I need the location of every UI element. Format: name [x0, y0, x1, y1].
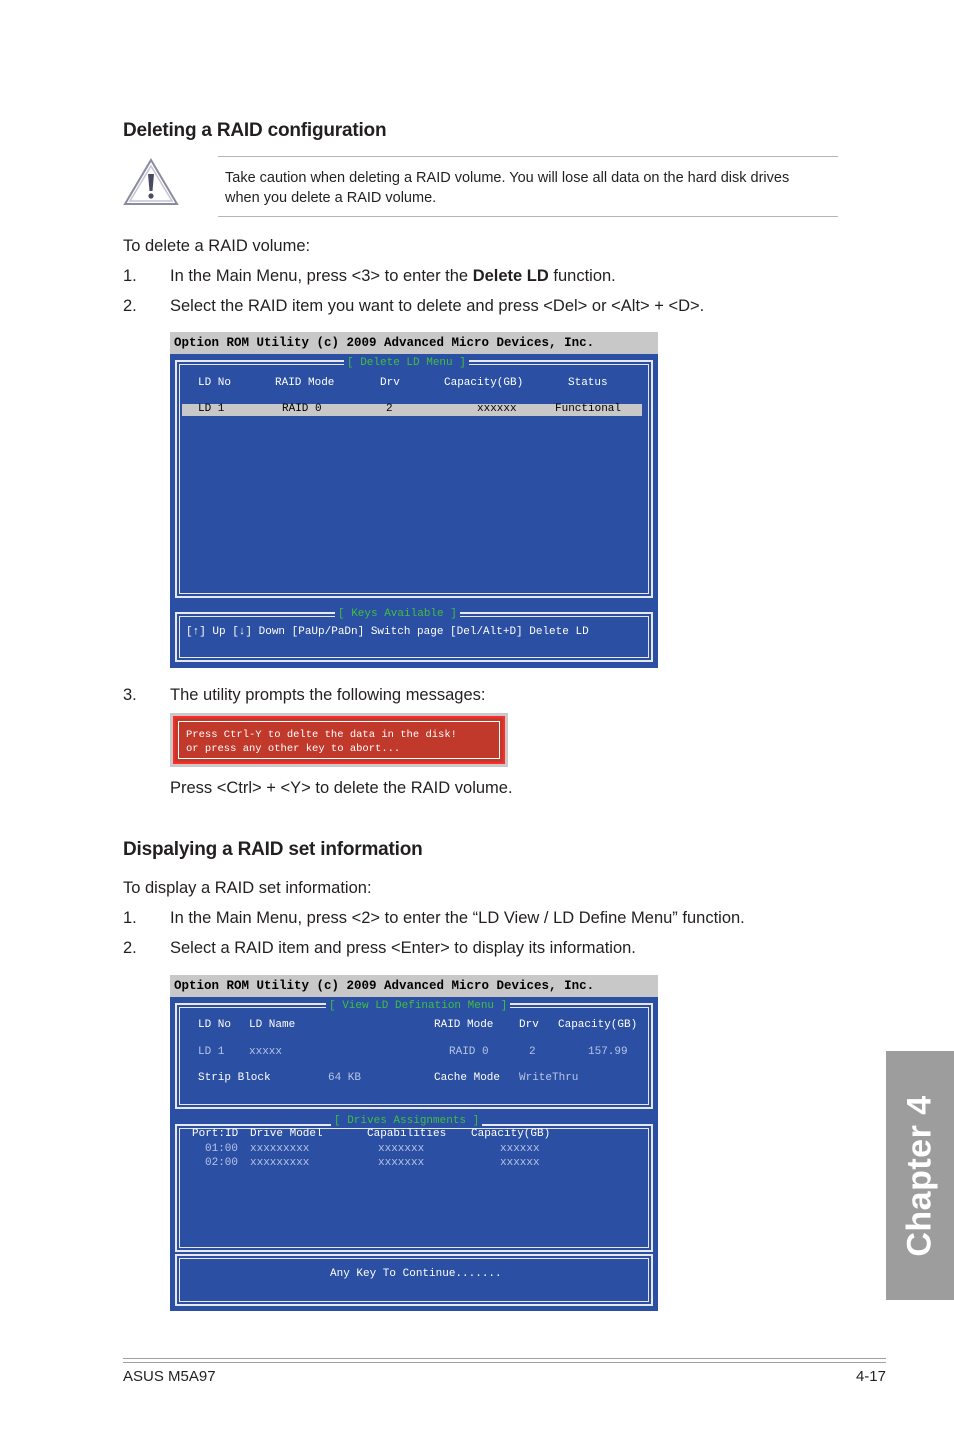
delete-step-2: Select the RAID item you want to delete and press <Del> or <Alt> + <D>. [170, 297, 705, 315]
step-number: 1. [123, 267, 137, 285]
step-text: In the Main Menu, press <3> to enter the [170, 267, 473, 285]
cache-mode-value: WriteThru [519, 1072, 579, 1084]
section-heading-display: Dispalying a RAID set information [123, 839, 423, 860]
drive-model: xxxxxxxxx [250, 1157, 310, 1169]
caution-icon [123, 157, 179, 207]
row-drv: 2 [386, 403, 393, 415]
delete-intro: To delete a RAID volume: [123, 237, 311, 255]
col-header-capacity: Capacity(GB) [444, 377, 524, 389]
strip-block-label: Strip Block [198, 1072, 271, 1084]
drive-capacity: xxxxxx [500, 1157, 540, 1169]
bios-title-bar: Option ROM Utility (c) 2009 Advanced Micro Devices, Inc. [170, 332, 658, 354]
drive-capacity: xxxxxx [500, 1143, 540, 1155]
ld-row-name: xxxxx [249, 1046, 283, 1058]
chapter-tab [886, 1051, 954, 1300]
drive-port: 02:00 [205, 1157, 239, 1169]
col-header-raid-mode: RAID Mode [434, 1019, 494, 1031]
caution-line-1: Take caution when deleting a RAID volume. You will lose all data on the hard disk drives [225, 170, 790, 186]
col-header-capacity: Capacity(GB) [558, 1019, 638, 1031]
drive-capabilities: xxxxxxx [378, 1157, 425, 1169]
ld-row-raid-mode: RAID 0 [449, 1046, 489, 1058]
ld-row-drv: 2 [529, 1046, 536, 1058]
caution-line-2: when you delete a RAID volume. [225, 190, 437, 206]
col-header-status: Status [568, 377, 608, 389]
col-header-raid-mode: RAID Mode [275, 377, 335, 389]
strip-block-value: 64 KB [328, 1072, 362, 1084]
confirm-dialog-backdrop [170, 713, 508, 767]
step-number: 3. [123, 686, 137, 704]
drive-capabilities: xxxxxxx [378, 1143, 425, 1155]
caution-top-rule [218, 156, 838, 157]
footer-rule [123, 1358, 886, 1363]
step-number: 2. [123, 939, 137, 957]
col-header-drv: Drv [519, 1019, 539, 1031]
footer-product: ASUS M5A97 [123, 1368, 216, 1385]
step-number: 1. [123, 909, 137, 927]
col-header-ld-name: LD Name [249, 1019, 296, 1031]
continue-prompt: Any Key To Continue....... [330, 1268, 502, 1280]
delete-step-1 [170, 267, 616, 286]
drives-assignments-legend: [ Drives Assignments ] [331, 1115, 482, 1127]
col-header-drive-model: Drive Model [250, 1128, 323, 1140]
frame-inner [179, 364, 649, 594]
section-heading-delete: Deleting a RAID configuration [123, 120, 387, 141]
dialog-line-1: Press Ctrl-Y to delte the data in the disk! [186, 729, 457, 741]
confirm-dialog [173, 716, 505, 764]
delete-ld-frame [175, 360, 653, 598]
bios-screen-delete-ld [170, 332, 658, 668]
drive-model: xxxxxxxxx [250, 1143, 310, 1155]
display-intro: To display a RAID set information: [123, 879, 372, 897]
delete-ld-menu-legend: [ Delete LD Menu ] [344, 357, 469, 369]
dialog-line-2: or press any other key to abort... [186, 743, 401, 755]
col-header-capabilities: Capabilities [367, 1128, 447, 1140]
col-header-drv: Drv [380, 377, 400, 389]
bios-screen-view-ld [170, 975, 658, 1311]
display-step-2: Select a RAID item and press <Enter> to display its information. [170, 939, 636, 957]
cache-mode-label: Cache Mode [434, 1072, 501, 1084]
row-ld-no: LD 1 [198, 403, 225, 415]
view-ld-menu-legend: [ View LD Defination Menu ] [326, 1000, 510, 1012]
row-status: Functional [555, 403, 622, 415]
selected-ld-row[interactable] [182, 404, 642, 416]
caution-text [225, 168, 835, 208]
ld-row-capacity: 157.99 [588, 1046, 628, 1058]
step-bold-text: Delete LD [472, 267, 549, 285]
keys-help-line: [↑] Up [↓] Down [PaUp/PaDn] Switch page [Del/Alt+D] Delete LD [186, 626, 589, 638]
step-text: function. [548, 267, 616, 285]
drive-port: 01:00 [205, 1143, 239, 1155]
row-raid-mode: RAID 0 [282, 403, 322, 415]
keys-available-legend: [ Keys Available ] [335, 608, 460, 620]
caution-bottom-rule [218, 216, 838, 217]
bios-title-bar: Option ROM Utility (c) 2009 Advanced Micro Devices, Inc. [170, 975, 658, 997]
ld-row-no: LD 1 [198, 1046, 225, 1058]
delete-step-3: The utility prompts the following messages: [170, 686, 486, 704]
row-capacity: xxxxxx [477, 403, 517, 415]
display-step-1: In the Main Menu, press <2> to enter the “LD View / LD Define Menu” function. [170, 909, 745, 927]
col-header-ld-no: LD No [198, 377, 232, 389]
footer-page-number: 4-17 [855, 1368, 886, 1385]
after-dialog-text: Press <Ctrl> + <Y> to delete the RAID volume. [170, 779, 513, 797]
col-header-port-id: Port:ID [192, 1128, 239, 1140]
step-number: 2. [123, 297, 137, 315]
col-header-drive-capacity: Capacity(GB) [471, 1128, 551, 1140]
chapter-tab-label: Chapter 4 [900, 1094, 939, 1257]
col-header-ld-no: LD No [198, 1019, 232, 1031]
